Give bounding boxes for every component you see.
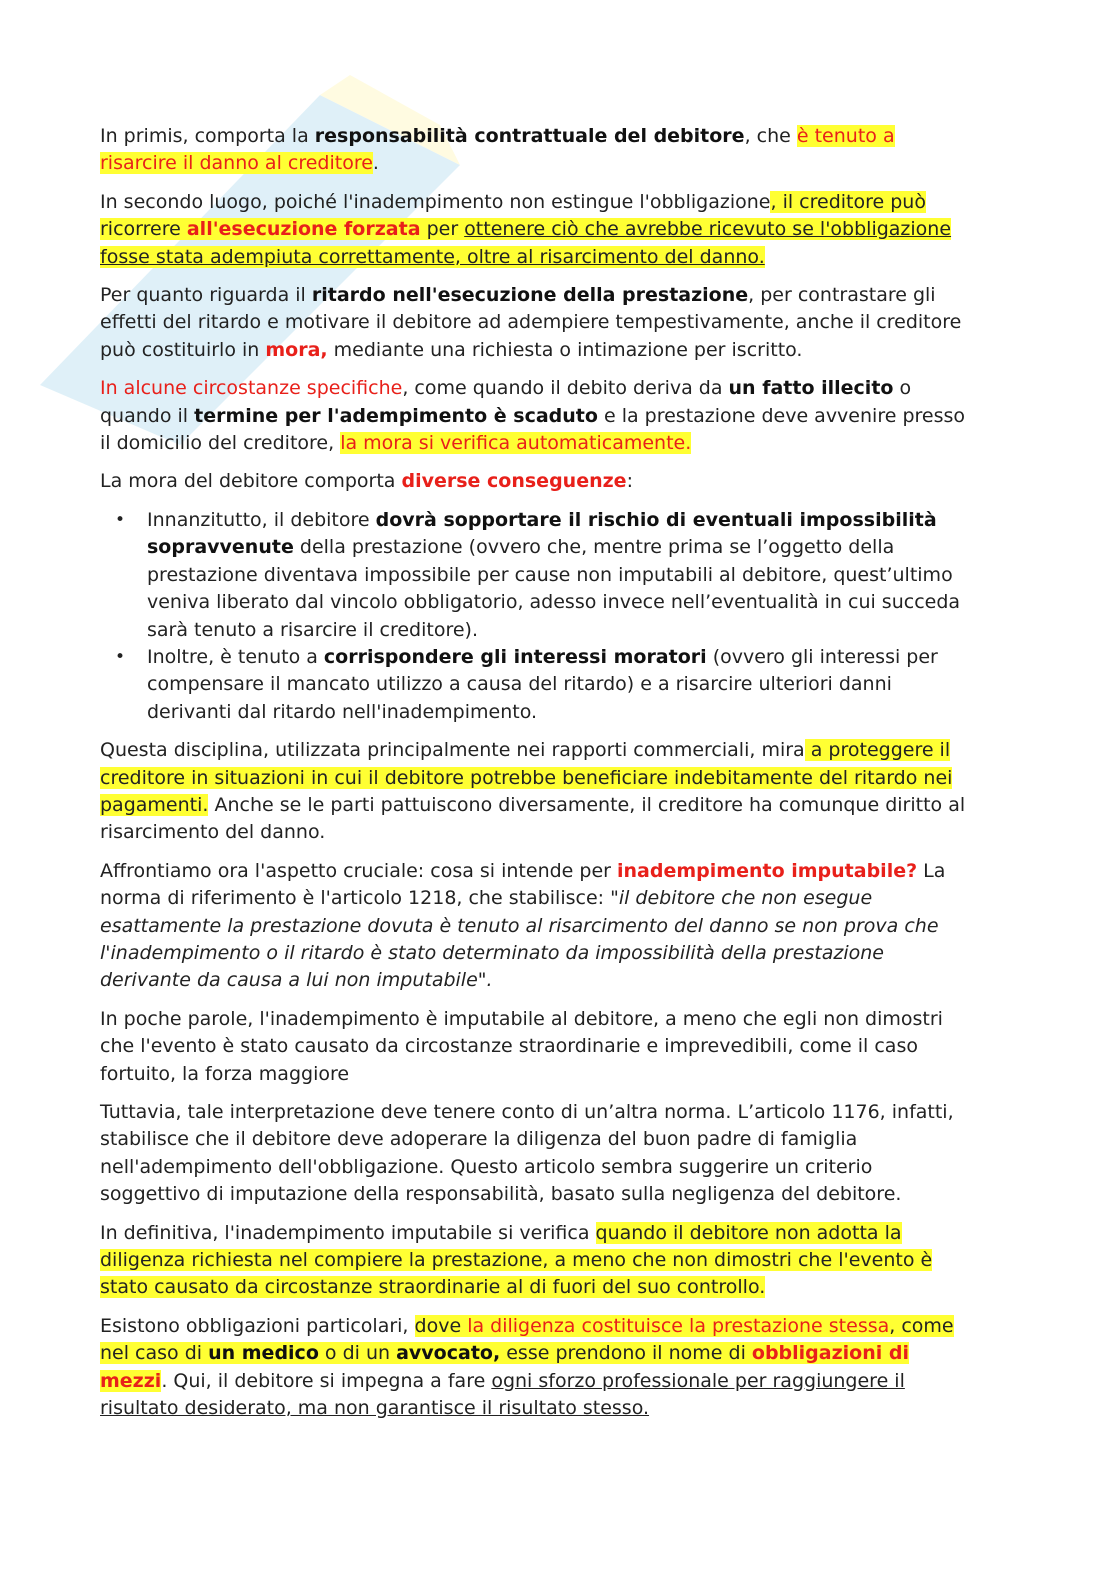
- paragraph-5: La mora del debitore comporta diverse conseguenze:: [100, 470, 633, 493]
- paragraph-10: In definitiva, l'inadempimento imputabile si verifica quando il debitore non adotta la diligenza richiesta nel compiere la prestazione, a meno che non dimostri che l'evento è stato causato da circostanze straordinarie al di fuori del suo controllo.: [100, 1221, 933, 1299]
- bullet-icon: •: [115, 646, 126, 667]
- list-item: • Innanzitutto, il debitore dovrà sopportare il rischio di eventuali impossibilità sopravvenute della prestazione (ovvero che, mentre prima se l’oggetto della prestazione diventava impossibile per cause non imputabili al debitore, quest’ultimo veniva liberato dal vincolo obbligatorio, adesso invece nell’eventualità in cui succeda sarà tenuto a risarcire il creditore).: [115, 508, 961, 641]
- paragraph-3: Per quanto riguarda il ritardo nell'esecuzione della prestazione, per contrastare gli effetti del ritardo e motivare il debitore ad adempiere tempestivamente, anche il creditore può costituirlo in mora, mediante una richiesta o intimazione per iscritto.: [100, 284, 962, 361]
- paragraph-2: In secondo luogo, poiché l'inadempimento non estingue l'obbligazione, il creditore può ricorrere all'esecuzione forzata per ottenere ciò che avrebbe ricevuto se l'obbligazione fosse stata adempiuta correttamente, oltre al risarcimento del danno.: [100, 190, 952, 268]
- document-body: [100, 123, 970, 1433]
- bullet-icon: •: [115, 509, 126, 530]
- list-item: • Inoltre, è tenuto a corrispondere gli interessi moratori (ovvero gli interessi per compensare il mancato utilizzo a causa del ritardo) e a risarcire ulteriori danni derivanti dal ritardo nell'inadempimento.: [115, 645, 938, 723]
- consequences-list: [100, 507, 970, 726]
- paragraph-8: In poche parole, l'inadempimento è imputabile al debitore, a meno che egli non dimostri che l'evento è stato causato da circostanze straordinarie e imprevedibili, come il caso fortuito, la forza maggiore: [100, 1007, 943, 1085]
- paragraph-11: Esistono obbligazioni particolari, dove la diligenza costituisce la prestazione stessa, come nel caso di un medico o di un avvocato, esse prendono il nome di obbligazioni di mezzi. Qui, il debitore si impegna a fare ogni sforzo professionale per raggiungere il risultato desiderato, ma non garantisce il risultato stesso.: [100, 1314, 954, 1420]
- paragraph-9: Tuttavia, tale interpretazione deve tenere conto di un’altra norma. L’articolo 1176, infatti, stabilisce che il debitore deve adoperare la diligenza del buon padre di famiglia nell'adempimento dell'obbligazione. Questo articolo sembra suggerire un criterio soggettivo di imputazione della responsabilità, basato sulla negligenza del debitore.: [100, 1101, 954, 1206]
- paragraph-1: In primis, comporta la responsabilità contrattuale del debitore, che è tenuto a risarcire il danno al creditore.: [100, 125, 895, 175]
- paragraph-7: Affrontiamo ora l'aspetto cruciale: cosa si intende per inadempimento imputabile? La norma di riferimento è l'articolo 1218, che stabilisce: "il debitore che non esegue esattamente la prestazione dovuta è tenuto al risarcimento del danno se non prova che l'inadempimento o il ritardo è stato determinato da impossibilità della prestazione derivante da causa a lui non imputabile".: [100, 859, 946, 992]
- paragraph-6: Questa disciplina, utilizzata principalmente nei rapporti commerciali, mira a proteggere il creditore in situazioni in cui il debitore potrebbe beneficiare indebitamente del ritardo nei pagamenti. Anche se le parti pattuiscono diversamente, il creditore ha comunque diritto al risarcimento del danno.: [100, 739, 966, 844]
- paragraph-4: In alcune circostanze specifiche, come quando il debito deriva da un fatto illecito o quando il termine per l'adempimento è scaduto e la prestazione deve avvenire presso il domicilio del creditore, la mora si verifica automaticamente.: [100, 377, 966, 455]
